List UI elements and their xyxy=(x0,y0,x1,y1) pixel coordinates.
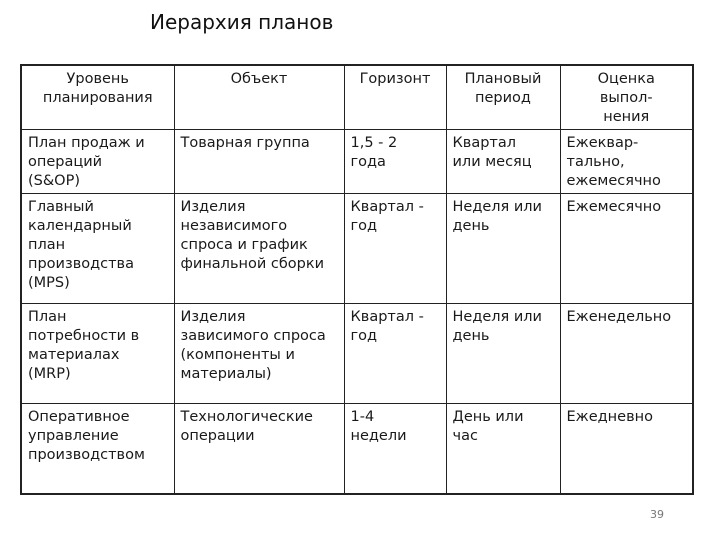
plans-hierarchy-table xyxy=(20,64,694,495)
cell-object: Изделия независимого спроса и график финальной сборки xyxy=(174,194,344,304)
cell-planning-level: Главный календарный план производства (MPS) xyxy=(21,194,174,304)
header-horizon: Горизонт xyxy=(344,65,446,130)
page-number: 39 xyxy=(650,508,664,521)
cell-evaluation: Ежедневно xyxy=(560,404,693,494)
header-object: Объект xyxy=(174,65,344,130)
cell-horizon: Квартал - год xyxy=(344,304,446,404)
table-header-row xyxy=(21,65,693,130)
cell-planning-period: Неделя или день xyxy=(446,304,560,404)
table-row xyxy=(21,130,693,194)
cell-evaluation: Еженедельно xyxy=(560,304,693,404)
header-evaluation: Оценка выпол- нения xyxy=(560,65,693,130)
cell-object: Изделия зависимого спроса (компоненты и материалы) xyxy=(174,304,344,404)
table-row xyxy=(21,404,693,494)
cell-horizon: Квартал - год xyxy=(344,194,446,304)
cell-planning-level: Оперативное управление производством xyxy=(21,404,174,494)
table-row xyxy=(21,194,693,304)
header-planning-level: Уровень планирования xyxy=(21,65,174,130)
cell-evaluation: Ежемесячно xyxy=(560,194,693,304)
cell-planning-period: Неделя или день xyxy=(446,194,560,304)
cell-object: Товарная группа xyxy=(174,130,344,194)
cell-planning-level: План потребности в материалах (MRP) xyxy=(21,304,174,404)
cell-horizon: 1,5 - 2 года xyxy=(344,130,446,194)
page-title: Иерархия планов xyxy=(150,10,334,34)
table-row xyxy=(21,304,693,404)
cell-planning-period: День или час xyxy=(446,404,560,494)
cell-object: Технологические операции xyxy=(174,404,344,494)
cell-horizon: 1-4 недели xyxy=(344,404,446,494)
cell-planning-period: Квартал или месяц xyxy=(446,130,560,194)
cell-evaluation: Ежеквар- тально, ежемесячно xyxy=(560,130,693,194)
cell-planning-level: План продаж и операций (S&OP) xyxy=(21,130,174,194)
header-planning-period: Плановый период xyxy=(446,65,560,130)
